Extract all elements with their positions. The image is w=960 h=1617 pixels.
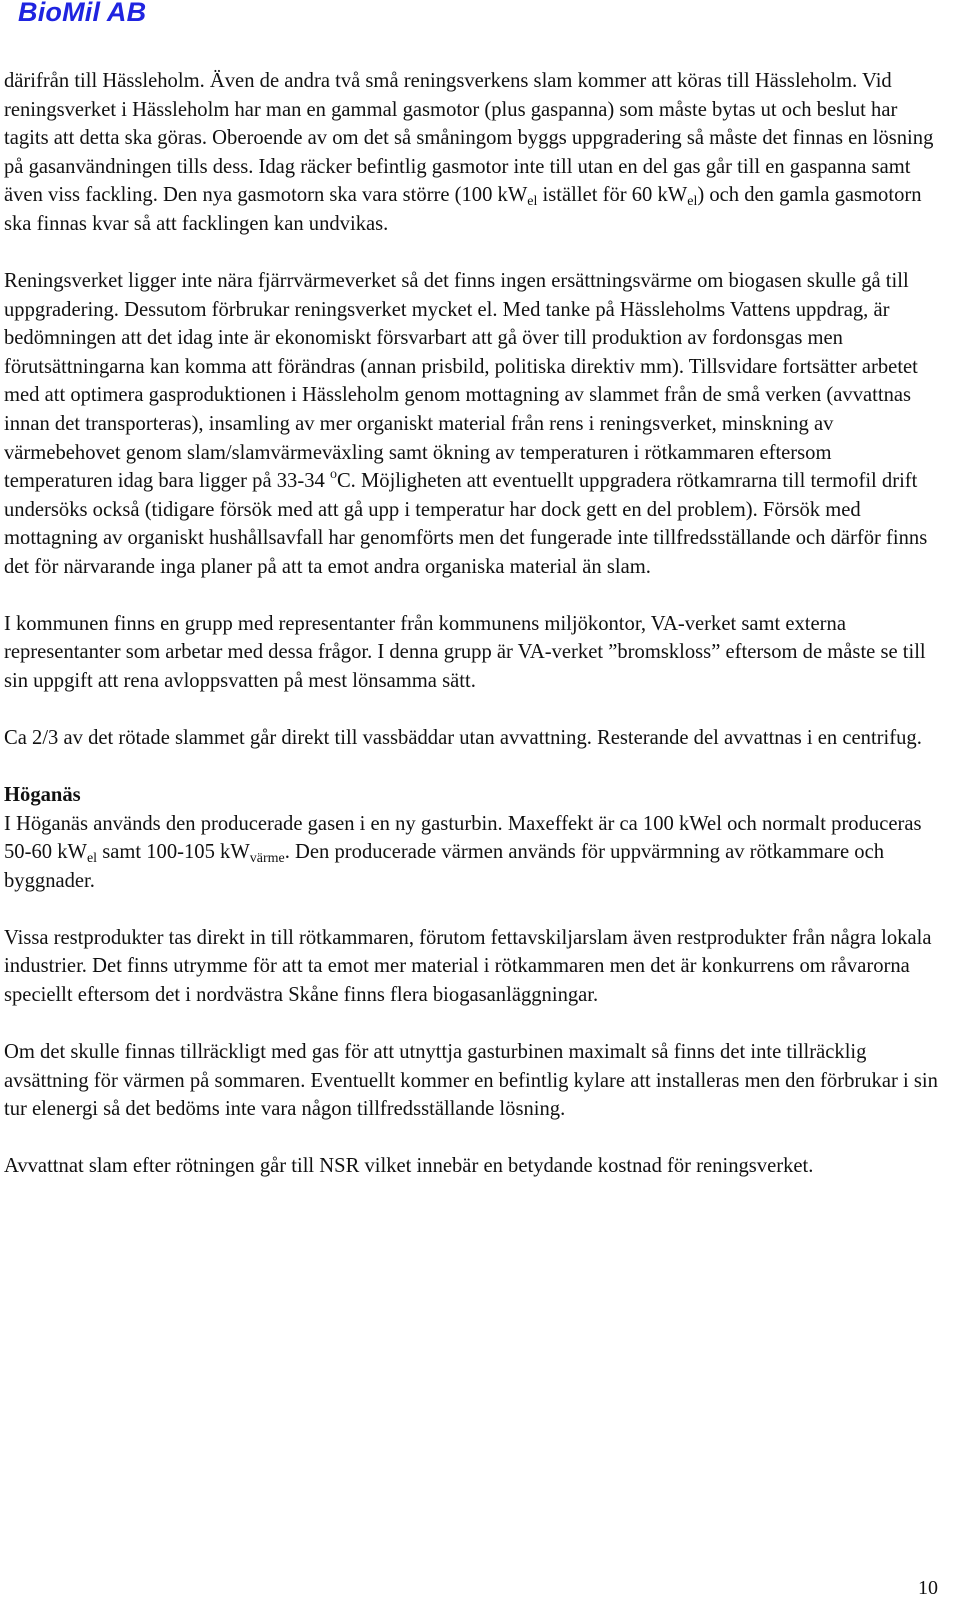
company-logo: BioMil AB bbox=[18, 0, 147, 27]
paragraph-kommunen-grupp: I kommunen finns en grupp med representanter från kommunens miljökontor, VA-verket samt externa representanter som arbetar med dessa frågor. I denna grupp är VA-verket ”bromskloss” eftersom de måste se till sin uppgift att rena avloppsvatten på mest lönsamma sätt. bbox=[4, 612, 926, 693]
paragraph-avvattnat-slam: Avvattnat slam efter rötningen går till NSR vilket innebär en betydande kostnad för reningsverket. bbox=[4, 1155, 814, 1178]
subscript-varme: värme bbox=[249, 851, 285, 867]
page-number: 10 bbox=[918, 1577, 938, 1599]
section-heading-hoganas: Höganäs bbox=[4, 784, 81, 807]
section-hoganas: Höganäs I Höganäs används den producerade gasen i en ny gasturbin. Maxeffekt är ca 100 kWel och normalt produceras 50-60 $kW_{el}$ samt 100-105 $kW_{värme}$. Den producerade värmen används för uppvärmning av rötkammare och byggnader. bbox=[4, 781, 944, 895]
paragraph-reningsverket: Reningsverket ligger inte nära fjärrvärmeverket så det finns ingen ersättningsvärme om biogasen skulle gå till uppgradering. Dessutom förbrukar reningsverket mycket el. Med tanke på Hässleholms Vattens uppdrag, är bedömningen att det idag inte är ekonomiskt försvarbart att gå över till produktion av fordonsgas men förutsättningarna kan komma att förändras (annan prisbild, politiska direktiv mm). Tillsvidare fortsätter arbetet med att optimera gasproduktionen i Hässleholm genom mottagning av slammet från de små verken (avvattnas innan det transporteras), insamling av mer organiskt material från rens i reningsverket, minskning av värmebehovet genom slam/slamvärmeväxling samt ökning av temperaturen i rötkammaren eftersom temperaturen idag bara ligger på 33-34 $^o$C. Möjligheten att eventuellt uppgradera rötkamrarna till termofil drift undersöks också (tidigare försök med att gå upp i temperatur har dock gett en del problem). Försök med mottagning av organiskt hushållsavfall har genomförts men det fungerade inte tillfredsställande och därför finns det för närvarande inga planer på att ta emot andra organiska material än slam. bbox=[4, 269, 928, 578]
subscript-el: el bbox=[86, 851, 98, 867]
paragraph-gasturbin: Om det skulle finnas tillräckligt med gas för att utnyttja gasturbinen maximalt så finns det inte tillräcklig avsättning för värmen på sommaren. Eventuellt kommer en befintlig kylare att installeras men den förbrukar i sin tur elenergi så det bedöms inte vara någon tillfredsställande lösning. bbox=[4, 1040, 938, 1121]
superscript-degree: o bbox=[329, 467, 337, 483]
paragraph-restprodukter: Vissa restprodukter tas direkt in till rötkammaren, förutom fettavskiljarslam även restprodukter från några lokala industrier. Det finns utrymme för att ta emot mer material i rötkammaren men det är konkurrens om råvarorna speciellt eftersom det i nordvästra Skåne finns flera biogasanläggningar. bbox=[4, 926, 932, 1006]
document-body bbox=[4, 67, 944, 1209]
subscript-el: el bbox=[527, 194, 538, 210]
paragraph-hassleholm-gasmotor: därifrån till Hässleholm. Även de andra två små reningsverkens slam kommer att köras till Hässleholm. Vid reningsverket i Hässleholm har man en gammal gasmotor (plus gaspanna) som måste bytas ut och beslut har tagits att detta ska göras. Oberoende av om det så småningom byggs uppgradering så måste det finnas en lösning på gasanvändningen tills dess. Idag räcker befintlig gasmotor inte till utan en del gas går till en gaspanna samt även viss fackling. Den nya gasmotorn ska vara större (100 $kW_{el}$ istället för 60 $kW_{el}$) och den gamla gasmotorn ska finnas kvar så att facklingen kan undvikas. bbox=[4, 70, 934, 235]
subscript-el: el bbox=[687, 194, 698, 210]
paragraph-rotade-slammet: Ca 2/3 av det rötade slammet går direkt till vassbäddar utan avvattning. Resterande del avvattnas i en centrifug. bbox=[4, 727, 922, 750]
